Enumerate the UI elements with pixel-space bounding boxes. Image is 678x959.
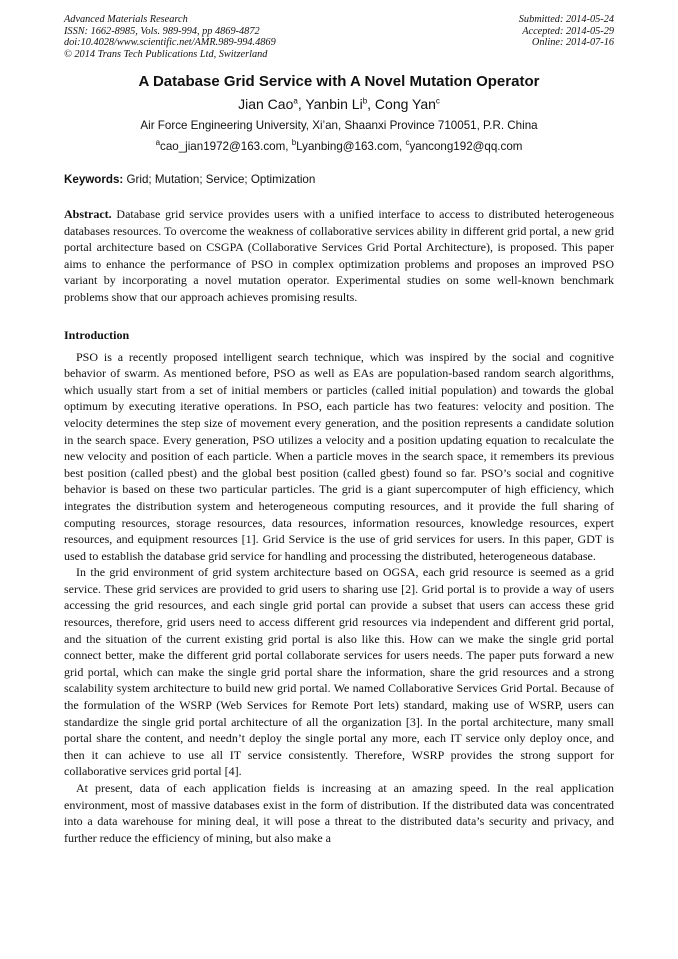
author-name: Yanbin Li — [305, 96, 363, 112]
email-link[interactable]: Lyanbing@163.com — [296, 140, 400, 153]
email-sup: c — [405, 138, 410, 148]
journal-header — [64, 14, 614, 60]
section-heading-introduction: Introduction — [64, 327, 130, 342]
abstract — [64, 206, 614, 306]
author-name: Cong Yan — [374, 96, 436, 112]
author-sup: a — [293, 96, 298, 106]
abstract-label: Abstract. — [64, 207, 112, 221]
keywords-label: Keywords: — [64, 173, 124, 186]
body-paragraph: PSO is a recently proposed intelligent search technique, which was inspired by the social and cognitive behavior of swarm. As mentioned before, PSO as well as EAs are population-based random search algorithms, which usually start from a set of initial members or particles (called initial population) and towards the global optimum by executing iterative operations. In PSO, each particle has two features: velocity and position. The velocity determines the step size of movement every generation, and the position represents a candidate solution in the search space. Every generation, PSO utilizes a velocity and a position updating equation to recalculate the new velocity and position of each particle. When a particle moves in the search space, it remembers its previous best position (called pbest) and the global best position (called gbest) found so far. PSO’s social and cognitive behavior is based on these two particular particles. The grid is a giant supercomputer of high efficiency, which integrates the distribution system and heterogeneous computing resources, and it provide the full sharing of computing resources, storage resources, data resources, information resources, knowledge resources, expert resources, and equipment resources [1]. Grid Service is the use of grid services for users. In this paper, GDT is used to establish the database grid service for handling and processing the distributed, heterogeneous database. — [64, 349, 614, 563]
author-separator: , — [297, 96, 306, 112]
journal-info — [64, 14, 276, 60]
body-paragraph: In the grid environment of grid system architecture based on OGSA, each grid resource is seemed as a grid service. These grid services are provided to grid users to sharing use [2]. Grid portal is to provide a way of users accessing the grid resources, and each single grid portal can provide a subset that users can access these grid resources, therefore, grid users need to access different grid resources via independent and different grid portal, and the situation of the current existing grid portal is also like this. How can we make the single grid portal connect better, make the different grid portal collaborate services for users needs. The paper puts forward a new grid portal, which can make the single grid portal share the information, share the grid resources and a strong scalability system architecture to build new grid portal. We named Collaborative Services Grid Portal. Because of the formulation of the WSRP (Web Services for Remote Port lets) standard, making use of WSRP, users can standardize the single grid portal architecture of all the organization [3]. In the portal architecture, many small portal share the content, and needn’t deploy the single portal any more, each IT service only deploy once, and then it can achieve to use all IT service consistently. Therefore, WSRP provides the strong support for collaborative services grid portal [4]. — [64, 565, 614, 779]
issn-line: ISSN: 1662-8985, Vols. 989-994, pp 4869-4872 — [64, 25, 260, 37]
abstract-text: Database grid service provides users with a unified interface to access to distributed heterogeneous databases resources. To overcome the weakness of collaborative services ability in different grid portal, a new grid portal architecture based on CSGPA (Collaborative Services Grid Portal Architecture), is proposed. This paper aims to enhance the performance of PSO in complex optimization problems and proposes an improved PSO variant by incorporating a novel mutation operator. Experimental studies on some well-known benchmark problems show that our approach achieves promising results. — [64, 207, 614, 304]
body-paragraph: At present, data of each application fields is increasing at an amazing speed. In the real application environment, most of massive databases exist in the form of distribution. If the distributed data was concentrated into a data warehouse for mining deal, it will pose a threat to the distributed data’s security and privacy, and further reduce the efficiency of mining, but also make a — [64, 781, 614, 845]
accepted-date: Accepted: 2014-05-29 — [522, 25, 614, 37]
journal-name: Advanced Materials Research — [64, 14, 188, 25]
email-link[interactable]: yancong192@qq.com — [409, 140, 523, 153]
submitted-date: Submitted: 2014-05-24 — [518, 14, 614, 25]
author-sup: b — [362, 96, 368, 106]
email-sup: b — [291, 138, 297, 148]
keywords-text: Grid; Mutation; Service; Optimization — [126, 173, 316, 186]
online-date: Online: 2014-07-16 — [531, 37, 614, 48]
email-list — [64, 140, 614, 154]
author-name: Jian Cao — [238, 96, 294, 112]
paper-title: A Database Grid Service with A Novel Mutation Operator — [138, 73, 540, 90]
author-separator: , — [367, 96, 375, 112]
copyright-line: © 2014 Trans Tech Publications Ltd, Switzerland — [64, 48, 268, 60]
doi-line: doi:10.4028/www.scientific.net/AMR.989-994.4869 — [64, 37, 276, 48]
email-separator: , — [285, 140, 292, 153]
author-list — [64, 94, 614, 114]
email-link[interactable]: cao_jian1972@163.com — [160, 140, 286, 153]
dates-info — [519, 14, 614, 60]
affiliation: Air Force Engineering University, Xi’an, Shaanxi Province 710051, P.R. China — [140, 119, 538, 132]
email-sup: a — [155, 138, 161, 148]
email-separator: , — [399, 140, 406, 153]
keywords — [64, 173, 614, 187]
paper-page — [64, 14, 614, 846]
author-sup: c — [435, 96, 440, 106]
